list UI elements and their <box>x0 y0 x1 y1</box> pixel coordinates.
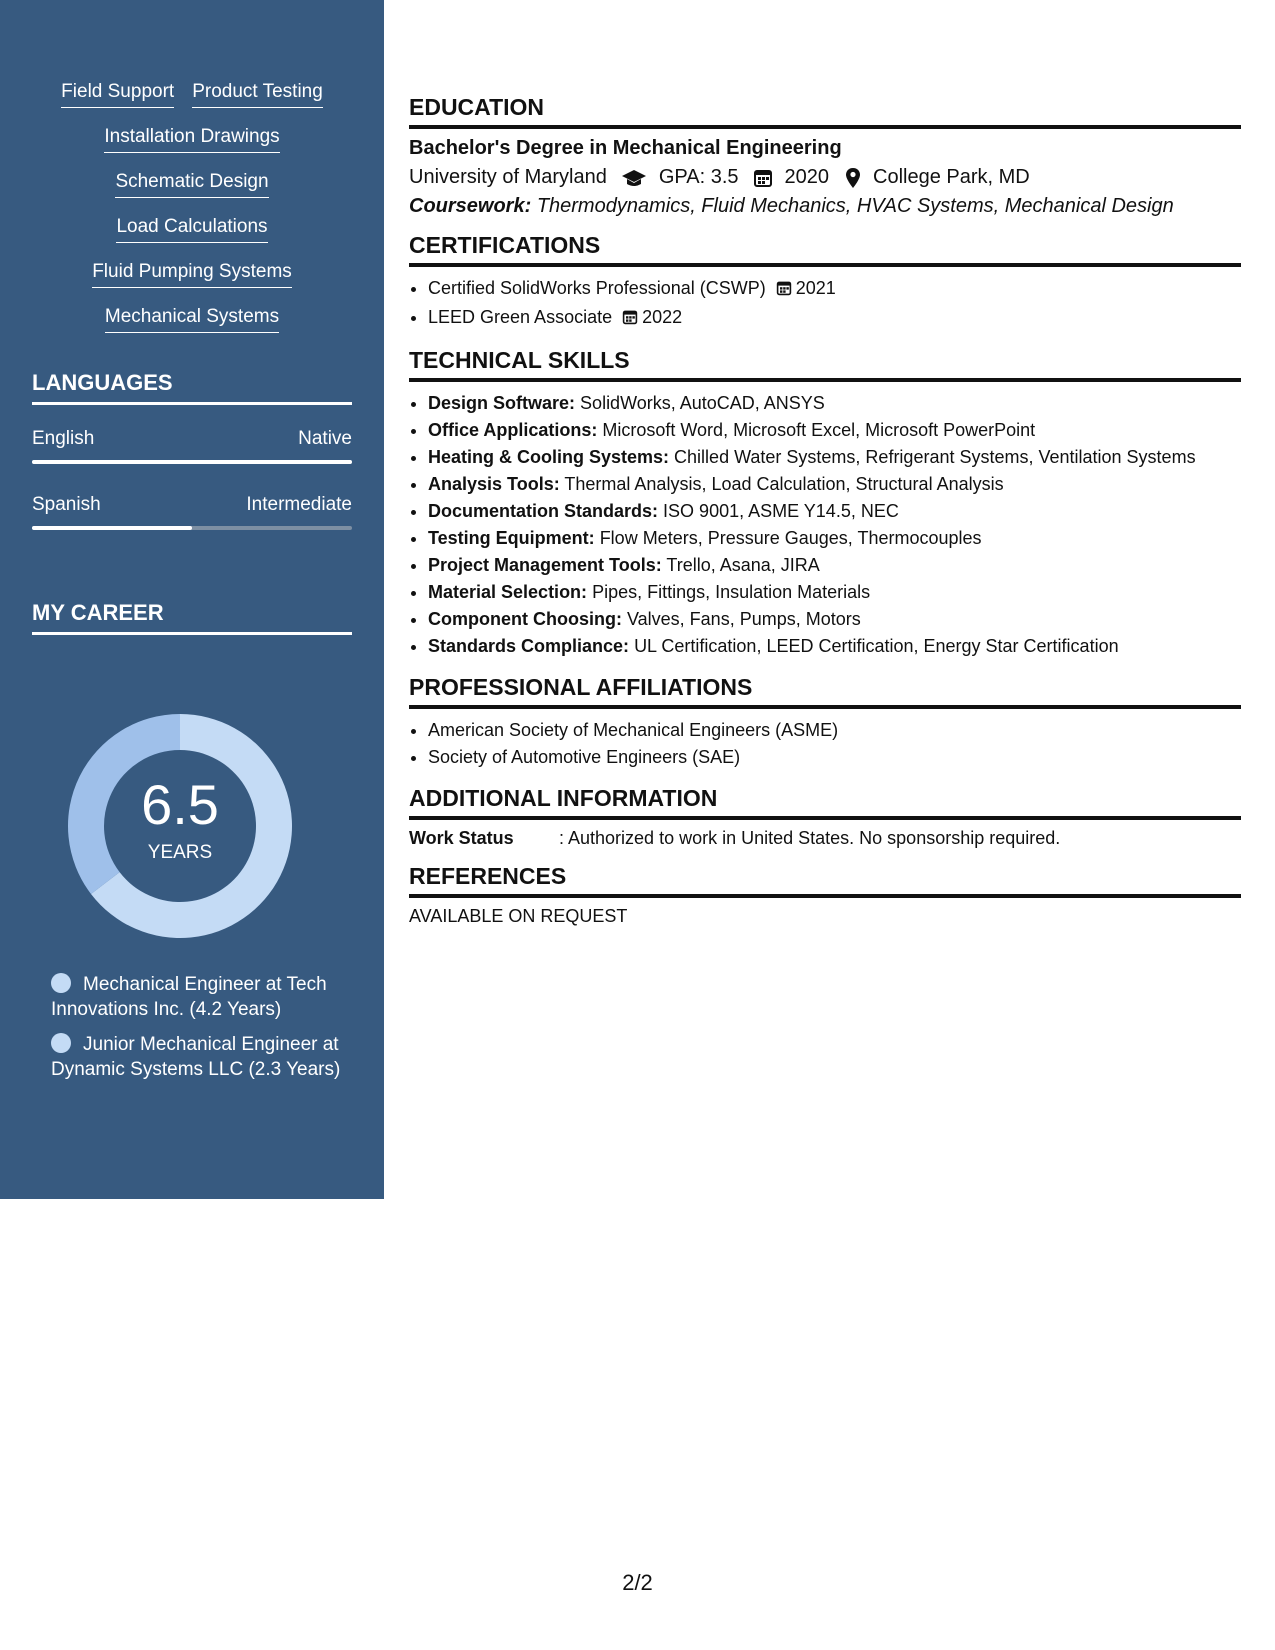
references-section <box>409 863 1241 927</box>
skill-value: SolidWorks, AutoCAD, ANSYS <box>580 393 825 413</box>
skill-item <box>428 444 1241 471</box>
career-list <box>51 972 341 1092</box>
language-row <box>32 428 352 450</box>
skill-tag: Fluid Pumping Systems <box>92 260 292 288</box>
language-proficiency-fill <box>32 526 192 530</box>
technical-skills-list <box>409 390 1241 660</box>
certifications-heading: CERTIFICATIONS <box>409 232 1241 267</box>
affiliation-item: • Society of Automotive Engineers (SAE) <box>428 744 1241 771</box>
additional-heading: ADDITIONAL INFORMATION <box>409 785 1241 820</box>
skill-label: Analysis Tools: <box>428 474 560 494</box>
career-item-text: Junior Mechanical Engineer at Dynamic Systems LLC (2.3 Years) <box>51 1034 341 1080</box>
education-details <box>409 166 1241 189</box>
skill-value: Trello, Asana, JIRA <box>666 555 820 575</box>
skill-tag: Schematic Design <box>115 170 268 198</box>
skill-row <box>32 260 352 305</box>
work-status-label: Work Status <box>409 828 514 848</box>
skill-tag: Load Calculations <box>116 215 267 243</box>
skill-item <box>428 390 1241 417</box>
language-row <box>32 494 352 516</box>
skill-item <box>428 498 1241 525</box>
references-text: AVAILABLE ON REQUEST <box>409 906 628 926</box>
skill-row <box>32 170 352 215</box>
skill-value: Thermal Analysis, Load Calculation, Structural Analysis <box>564 474 1004 494</box>
skill-value: Flow Meters, Pressure Gauges, Thermocouples <box>599 528 982 548</box>
graduation-cap-icon <box>621 168 647 188</box>
skill-tag: Product Testing <box>192 80 323 108</box>
career-item <box>51 1032 341 1082</box>
skill-row <box>32 125 352 170</box>
work-status <box>409 828 1241 849</box>
school: University of Maryland <box>409 166 607 188</box>
affiliation-item: • American Society of Mechanical Engineers (ASME) <box>428 717 1241 744</box>
education-section <box>409 94 1241 218</box>
certification-name: Certified SolidWorks Professional (CSWP) <box>428 278 766 298</box>
certifications-list <box>409 275 1241 333</box>
skills-list <box>32 80 352 350</box>
career-item <box>51 972 341 1022</box>
skill-label: Project Management Tools: <box>428 555 662 575</box>
skill-value: UL Certification, LEED Certification, Energy Star Certification <box>634 636 1119 656</box>
map-pin-icon <box>845 167 861 189</box>
calendar-icon <box>622 306 638 333</box>
certification-item <box>428 275 1241 304</box>
affiliations-heading: PROFESSIONAL AFFILIATIONS <box>409 674 1241 709</box>
education-heading: EDUCATION <box>409 94 1241 129</box>
affiliations-section <box>409 674 1241 771</box>
gpa: GPA: 3.5 <box>658 166 739 188</box>
skill-row <box>32 305 352 350</box>
location: College Park, MD <box>873 166 1030 188</box>
language-item <box>32 494 352 530</box>
skill-label: Testing Equipment: <box>428 528 595 548</box>
affiliations-list <box>409 717 1241 771</box>
skill-label: Component Choosing: <box>428 609 622 629</box>
coursework-label: Coursework: <box>409 195 532 217</box>
coursework <box>409 195 1241 218</box>
career-donut-chart <box>62 708 298 944</box>
skill-value: ISO 9001, ASME Y14.5, NEC <box>663 501 899 521</box>
sidebar <box>0 0 384 1199</box>
skills-section <box>409 347 1241 660</box>
skill-label: Standards Compliance: <box>428 636 630 656</box>
skill-row <box>32 80 352 125</box>
main-content <box>409 94 1241 941</box>
additional-section <box>409 785 1241 849</box>
legend-dot <box>51 973 71 993</box>
language-proficiency-bar <box>32 460 352 464</box>
calendar-icon <box>776 277 792 304</box>
skill-label: Heating & Cooling Systems: <box>428 447 670 467</box>
skill-value: Pipes, Fittings, Insulation Materials <box>592 582 871 602</box>
skill-label: Documentation Standards: <box>428 501 659 521</box>
language-item <box>32 428 352 464</box>
language-level: Native <box>298 428 352 449</box>
graduation-year: 2020 <box>784 166 830 188</box>
career-total: 6.5 <box>141 773 219 836</box>
skill-tag: Mechanical Systems <box>105 305 279 333</box>
coursework-list: Thermodynamics, Fluid Mechanics, HVAC Systems, Mechanical Design <box>536 195 1174 217</box>
language-proficiency-bar <box>32 526 352 530</box>
skill-tag: Field Support <box>61 80 174 108</box>
degree: Bachelor's Degree in Mechanical Engineering <box>409 137 842 159</box>
page-number: 2/2 <box>622 1570 653 1595</box>
languages-heading: LANGUAGES <box>32 370 352 405</box>
career-unit: YEARS <box>147 842 213 863</box>
certification-name: LEED Green Associate <box>428 307 613 327</box>
skill-tag: Installation Drawings <box>104 125 279 153</box>
career-heading: MY CAREER <box>32 600 352 635</box>
skill-item <box>428 633 1241 660</box>
skill-item <box>428 552 1241 579</box>
skill-item <box>428 579 1241 606</box>
skill-item <box>428 606 1241 633</box>
skill-label: Office Applications: <box>428 420 598 440</box>
certification-item <box>428 304 1241 333</box>
language-proficiency-fill <box>32 460 352 464</box>
skill-value: Microsoft Word, Microsoft Excel, Microsoft PowerPoint <box>602 420 1036 440</box>
career-item-text: Mechanical Engineer at Tech Innovations Inc. (4.2 Years) <box>51 974 327 1020</box>
language-name: Spanish <box>32 494 101 515</box>
skill-item <box>428 471 1241 498</box>
language-level: Intermediate <box>246 494 352 515</box>
skill-label: Design Software: <box>428 393 576 413</box>
skill-row <box>32 215 352 260</box>
legend-dot <box>51 1033 71 1053</box>
work-status-value: : Authorized to work in United States. No sponsorship required. <box>559 828 1061 848</box>
skill-label: Material Selection: <box>428 582 588 602</box>
skill-item <box>428 525 1241 552</box>
certifications-section <box>409 232 1241 333</box>
certification-year: 2022 <box>642 307 683 327</box>
language-name: English <box>32 428 95 449</box>
skills-heading: TECHNICAL SKILLS <box>409 347 1241 382</box>
skill-value: Chilled Water Systems, Refrigerant Systems, Ventilation Systems <box>674 447 1196 467</box>
references-heading: REFERENCES <box>409 863 1241 898</box>
certification-year: 2021 <box>795 278 836 298</box>
skill-value: Valves, Fans, Pumps, Motors <box>626 609 861 629</box>
calendar-icon <box>753 168 773 188</box>
skill-item <box>428 417 1241 444</box>
